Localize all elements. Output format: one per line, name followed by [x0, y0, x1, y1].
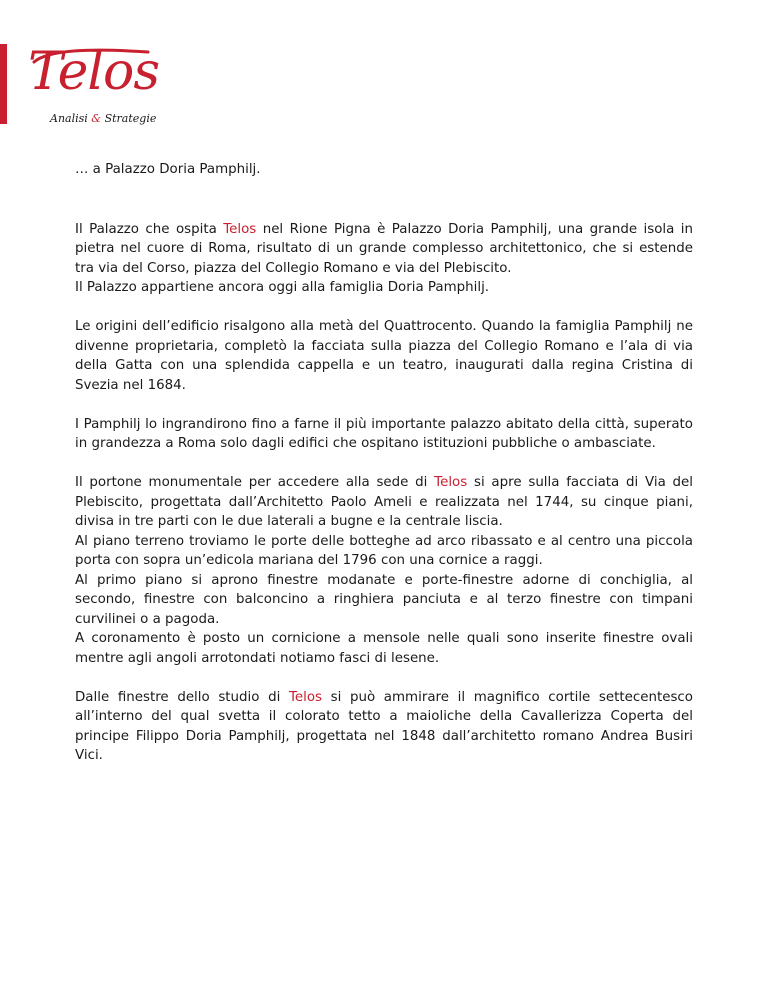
paragraph-1-text-b: nel Rione Pigna è Palazzo Doria Pamphilj, una grande isola in pietra nel cuore di Roma, risultato di un grande complesso architettonico, che si estende tra via del Corso, piazza del Collegio Romano e via del Plebiscito. — [75, 221, 694, 276]
logo-tagline-word-1: Analisi — [50, 112, 88, 125]
telos-logo — [28, 42, 178, 132]
paragraph-1-text-a: Il Palazzo che ospita — [75, 221, 224, 237]
paragraph-4-line-d: Al primo piano si aprono finestre modanate e porte-finestre adorne di conchiglia, al secondo, finestre con balconcino a ringhiera panciuta e al terzo finestre con timpani curvilinei o a pagoda. — [75, 572, 693, 627]
paragraph-3: I Pamphilj lo ingrandirono fino a farne il più importante palazzo abitato della città, superato in grandezza a Roma solo dagli edifici che ospitano istituzioni pubbliche o ambasciate. — [75, 416, 693, 451]
paragraph-5 — [75, 688, 693, 766]
brand-mention: Telos — [288, 689, 322, 705]
paragraph-1 — [75, 220, 693, 298]
paragraph-4 — [75, 473, 693, 668]
brand-mention: Telos — [223, 221, 257, 237]
paragraph-5-text-b: si può ammirare il magnifico cortile settecentesco all’interno del qual svetta il colorato tetto a maioliche della Cavallerizza Coperta del principe Filippo Doria Pamphilj, progettata nel 1848 dall’architetto romano Andrea Busiri Vici. — [75, 689, 693, 763]
logo-tagline-ampersand: & — [91, 112, 102, 125]
paragraph-4-text-a: Il portone monumentale per accedere alla sede di — [75, 475, 435, 490]
document-body — [75, 160, 693, 785]
paragraph-5-text-a: Dalle finestre dello studio di — [75, 689, 289, 705]
document-subtitle: … a Palazzo Doria Pamphilj. — [75, 162, 261, 177]
paragraph-2: Le origini dell’edificio risalgono alla metà del Quattrocento. Quando la famiglia Pamphilj ne divenne proprietaria, completò la facciata sulla piazza del Collegio Romano e l’ala di via della Gatta con una splendida cappella e un teatro, inaugurati dalla regina Cristina di Svezia nel 1684. — [75, 319, 693, 393]
accent-bar — [0, 44, 7, 124]
paragraph-4-main — [75, 473, 693, 532]
paragraph-4-line-e: A coronamento è posto un cornicione a mensole nelle quali sono inserite finestre ovali mentre agli angoli arrotondati notiamo fasci di lesene. — [75, 631, 693, 666]
logo-tagline-word-2: Strategie — [104, 112, 157, 125]
logo-tagline — [50, 112, 156, 125]
logo-wordmark: Telos — [28, 42, 160, 102]
paragraph-4-line-c: Al piano terreno troviamo le porte delle botteghe ad arco ribassato e al centro una piccola porta con sopra un’edicola mariana del 1796 con una cornice a raggi. — [75, 533, 693, 568]
paragraph-1-main — [75, 220, 693, 279]
brand-mention: Telos — [434, 475, 468, 490]
paragraph-4-text-b: si apre sulla facciata di Via del Plebiscito, progettata dall’Architetto Paolo Ameli e realizzata nel 1744, su cinque piani, divisa in tre parti con le due laterali a bugne e la centrale liscia. — [75, 475, 694, 529]
paragraph-1-line-2: Il Palazzo appartiene ancora oggi alla famiglia Doria Pamphilj. — [75, 280, 490, 295]
